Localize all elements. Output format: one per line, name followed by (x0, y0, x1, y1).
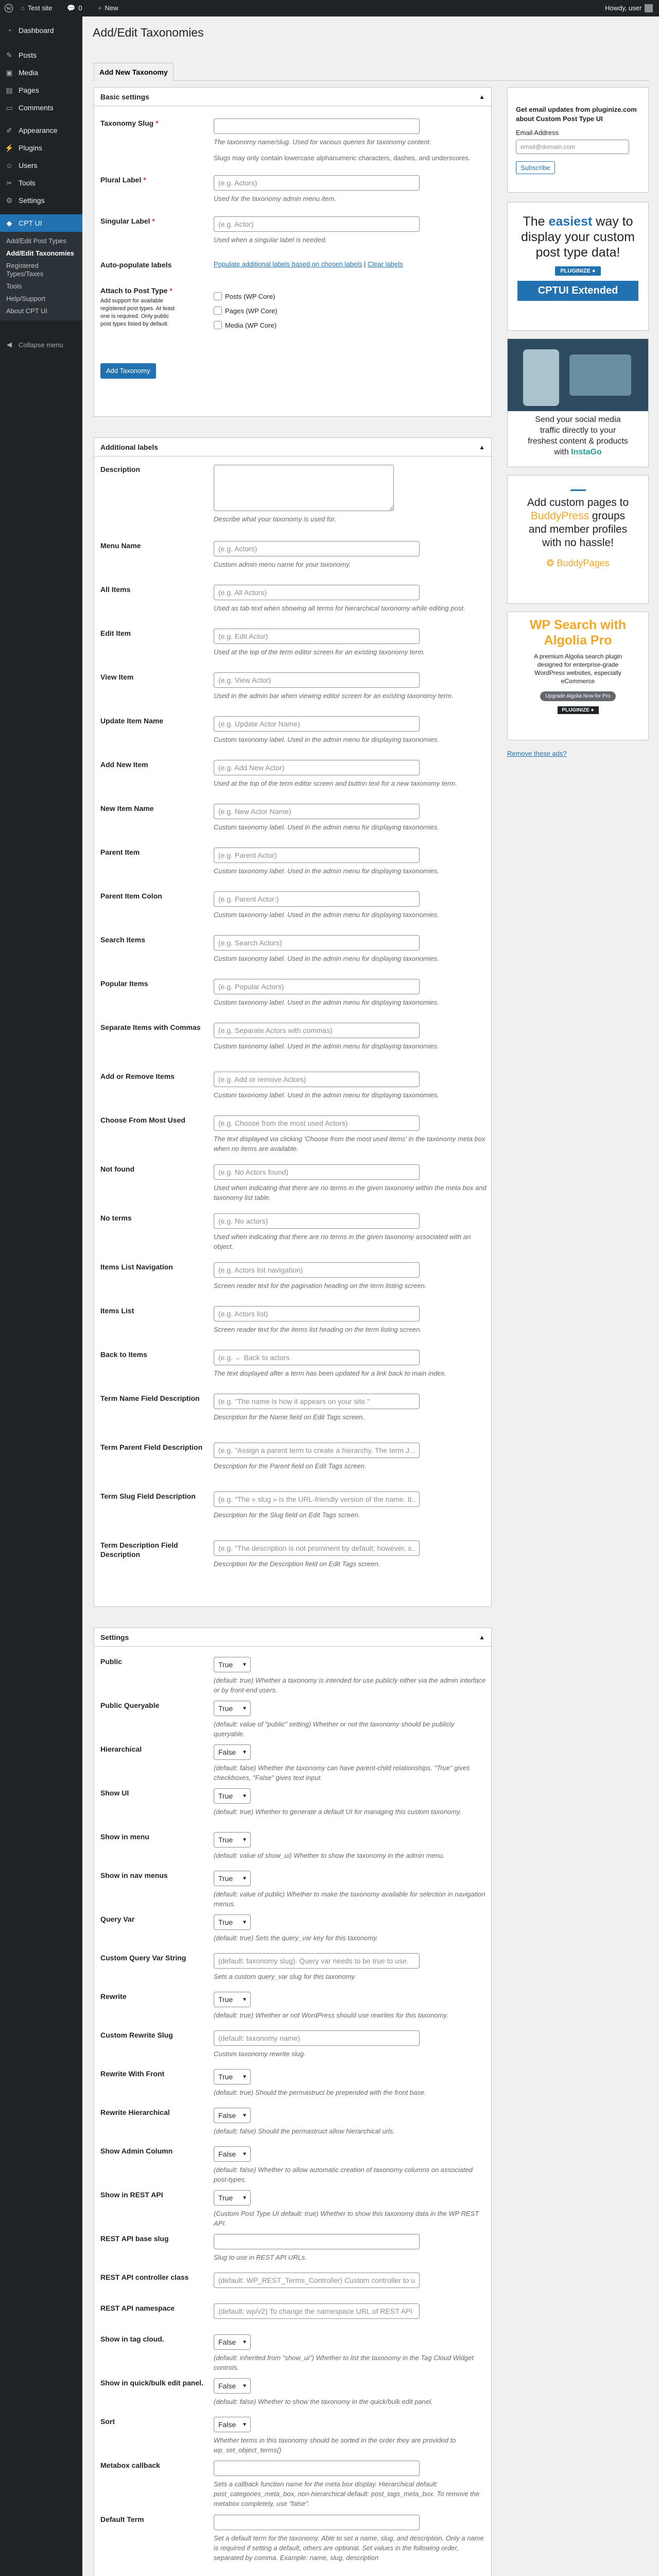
default-term-input[interactable] (214, 2515, 420, 2530)
separate-items-with-commas-input[interactable] (214, 1023, 420, 1038)
plus-icon: + (98, 4, 102, 12)
show-in-tag-cloud-select[interactable]: False ▼ (214, 2334, 251, 2350)
sort-select[interactable]: False ▼ (214, 2417, 251, 2432)
ad-instago[interactable]: Send your social media traffic directly to your freshest content & products with InstaGo (507, 338, 649, 467)
chevron-down-icon: ▼ (242, 2383, 247, 2389)
settings-icon: ⚙ (6, 196, 13, 205)
submenu-add-edit-post-types[interactable]: Add/Edit Post Types (6, 237, 66, 245)
avatar (645, 4, 653, 12)
comment-icon: 💬 (67, 4, 76, 12)
new-item-name-input[interactable] (214, 804, 420, 819)
public-select[interactable]: True ▼ (214, 1657, 251, 1672)
nav-tabs (93, 47, 649, 81)
parent-item-input[interactable] (214, 848, 420, 863)
email-signup-box: Get email updates from pluginize.com about Custom Post Type UI Email Address email@domain.com Subscribe (507, 87, 649, 193)
chevron-down-icon: ▼ (242, 1793, 247, 1799)
public-queryable-select[interactable]: True ▼ (214, 1701, 251, 1716)
popular-items-input[interactable] (214, 979, 420, 994)
chevron-down-icon: ▼ (242, 1749, 247, 1755)
attach-pages-checkbox[interactable]: Pages (WP Core) (214, 303, 487, 318)
items-list-input[interactable] (214, 1306, 420, 1321)
menu-name-input[interactable] (214, 541, 420, 556)
cpt-ui-submenu (0, 232, 82, 320)
submenu-tools[interactable]: Tools (6, 282, 22, 290)
chevron-down-icon: ▼ (242, 2195, 247, 2201)
svg-text:W: W (6, 6, 11, 12)
menu-item-dashboard[interactable]: ◔ Dashboard (0, 22, 82, 39)
buddypages-icon: ❂ (546, 558, 554, 568)
items-list-navigation-input[interactable] (214, 1262, 420, 1278)
hierarchical-select[interactable]: False ▼ (214, 1744, 251, 1760)
home-icon: ⌂ (21, 4, 25, 12)
chevron-down-icon: ▼ (242, 2151, 247, 2157)
additional-labels-panel: Additional labels ▲ Description Describe what your taxonomy is used for. Menu Name (e.g. Actors) Custom admin menu name for your taxonomy. All Items (e.g. All Actors) Used as tab text when showing all terms for hierarchical taxonomy while editing post. Edit Item (e.g. Edit Actor) Used at the top of the term editor screen for an existing taxonomy term. View Item (e.g. View Actor) Used in the admin bar when viewing editor screen for an existing taxonomy term. Update Item Name (e.g. Update Actor Name) Custom taxonomy label. Used in the admin menu for displaying taxonomies. Add New Item (e.g. Add New Actor) Used at the top of the term editor screen and button text for a new taxonomy term. New Item Name (e.g. New Actor Name) Custom taxonomy label. Used in the admin menu for displaying taxonomies. Parent Item (e.g. Parent Actor) Custom taxonomy label. Used in the admin menu for displaying taxonomies. Parent Item Colon (e.g. Parent Actor:) Custom taxonomy label. Used in the admin menu for displaying taxonomies. Search Items (e.g. Search Actors) Custom taxonomy label. Used in the admin menu for displaying taxonomies. Popular Items (e.g. Popular Actors) Custom taxonomy label. Used in the admin menu for displaying taxonomies. Separate Items with Commas (e.g. Separate Actors with commas) Custom taxonomy label. Used in the admin menu for displaying taxonomies. Add or Remove Items (e.g. Add or remove Actors) Custom taxonomy label. Used in the admin menu for displaying taxonomies. Choose From Most Used (e.g. Choose from the most used Actors) The text displayed via clicking 'Choose from the most used items' in the taxonomy meta box when no items are available. Not found (e.g. No Actors found) Used when indicating that there are no terms in the given taxonomy within the meta box and taxonomy list table. No terms (e.g. No actors) Used when indicating that there are no terms in the given taxonomy associated with an object. Items List Navigation (e.g. Actors list navigation) Screen reader text for the pagination heading on the term listing screen. Items List (e.g. Actors list) Screen reader text for the items list heading on the term listing screen. Back to Items (e.g. ← Back to actors The text displayed after a term has been updated for a link back to main index. Term Name Field Description (e.g. "The name is how it appears on your site." Description for the Name field on Edit Tags screen. Term Parent Field Description (e.g. "Assign a parent term to create a hierarchy. The term J... Description for the Parent field on Edit Tags screen. Term Slug Field Description (e.g. "The « slug » is the URL-friendly version of the name. It... Description for the Slug field on Edit Tags screen. Term Description Field Description (e.g. "The description is not prominent by default; however, s... Description for the Description field on Edit Tags screen. (94, 437, 492, 1607)
chevron-down-icon: ▼ (242, 1662, 247, 1668)
populate-labels-link[interactable]: Populate additional labels based on chosen labels (214, 260, 362, 268)
show-in-nav-menus-select[interactable]: True ▼ (214, 1871, 251, 1886)
chevron-down-icon: ▼ (242, 2421, 247, 2428)
collapse-menu-button[interactable]: ◀ Collapse menu (0, 336, 82, 353)
query-var-select[interactable]: True ▼ (214, 1914, 251, 1930)
attach-posts-checkbox[interactable]: Posts (WP Core) (214, 289, 487, 303)
back-to-items-input[interactable] (214, 1350, 420, 1365)
pin-icon: ✎ (6, 50, 12, 59)
chevron-down-icon: ▼ (242, 1919, 247, 1925)
menu-item-pages[interactable]: ▤ Pages (0, 81, 82, 99)
ad-buddypages[interactable]: Add custom pages to BuddyPress groups and member profiles with no hassle! ❂ BuddyPages (507, 475, 649, 604)
add-or-remove-items-input[interactable] (214, 1072, 420, 1087)
cpt-icon: ◆ (6, 218, 12, 227)
toggle-arrow-icon[interactable]: ▲ (479, 93, 485, 100)
remove-ads-link[interactable]: Remove these ads? (507, 750, 567, 757)
chevron-down-icon: ▼ (242, 2112, 247, 2119)
ad-algolia[interactable]: WP Search with Algolia Pro A premium Algolia search plugin designed for enterprise-grade WordPress websites, especially eCommerce Upgrade Algolia Now for Pro PLUGINIZE ● (507, 612, 649, 740)
edit-item-input[interactable] (214, 629, 420, 644)
parent-item-colon-input[interactable] (214, 891, 420, 907)
chevron-down-icon: ▼ (242, 1837, 247, 1843)
add-taxonomy-button-top[interactable]: Add Taxonomy (100, 363, 156, 379)
comments-link[interactable]: 💬 0 (67, 0, 82, 16)
chevron-down-icon: ▼ (242, 1996, 247, 2003)
show-admin-column-select[interactable]: False ▼ (214, 2146, 251, 2162)
menu-item-tools[interactable]: ✂ Tools (0, 174, 82, 192)
singular-label-input[interactable] (214, 216, 420, 232)
description-textarea[interactable] (214, 465, 394, 511)
show-ui-select[interactable]: True ▼ (214, 1788, 251, 1804)
rest-api-controller-class-input[interactable] (214, 2273, 420, 2288)
update-item-name-input[interactable] (214, 716, 420, 732)
not-found-input[interactable] (214, 1164, 420, 1180)
toggle-arrow-icon[interactable]: ▲ (479, 443, 485, 451)
menu-item-appearance[interactable]: ✐ Appearance (0, 122, 82, 139)
view-item-input[interactable] (214, 672, 420, 688)
page-icon: ▤ (6, 86, 13, 94)
my-account-link[interactable]: Howdy, user (605, 0, 653, 16)
admin-menu (0, 16, 82, 2576)
pluginize-badge: PLUGINIZE ● (558, 706, 599, 714)
admin-bar (0, 0, 659, 16)
no-terms-input[interactable] (214, 1213, 420, 1229)
site-name-link[interactable]: ⌂ Test site (21, 0, 53, 16)
taxonomy-slug-input[interactable] (214, 118, 420, 134)
custom-rewrite-slug-input[interactable] (214, 2030, 420, 2046)
ad-cptui-extended[interactable]: The easiest way to display your custom post type data! PLUGINIZE ● CPTUI Extended (507, 202, 649, 331)
submenu-add-edit-taxonomies[interactable]: Add/Edit Taxonomies (6, 249, 74, 257)
menu-item-plugins[interactable]: ⚡ Plugins (0, 139, 82, 157)
dashboard-icon: ◔ (7, 26, 12, 35)
page-title: Add/Edit Taxonomies (93, 26, 204, 39)
wp-logo-icon[interactable] (4, 0, 13, 16)
additional-labels-header[interactable]: Additional labels ▲ (94, 438, 491, 456)
term-slug-field-description-input[interactable] (214, 1492, 420, 1507)
wrench-icon: ✂ (6, 178, 12, 187)
show-in-rest-api-select[interactable]: True ▼ (214, 2190, 251, 2206)
toggle-arrow-icon[interactable]: ▲ (479, 1633, 485, 1641)
menu-item-settings[interactable]: ⚙ Settings (0, 192, 82, 209)
collapse-icon: ◀ (7, 341, 12, 348)
settings-header[interactable]: Settings ▲ (94, 1628, 491, 1647)
chevron-down-icon: ▼ (242, 2074, 247, 2080)
chevron-down-icon: ▼ (242, 2339, 247, 2345)
metabox-callback-input[interactable] (214, 2461, 420, 2476)
rewrite-select[interactable]: True ▼ (214, 1992, 251, 2007)
plug-icon: ⚡ (5, 143, 14, 152)
media-icon: ▣ (6, 68, 13, 77)
choose-from-most-used-input[interactable] (214, 1115, 420, 1131)
custom-query-var-string-input[interactable] (214, 1953, 420, 1969)
basic-settings-header[interactable]: Basic settings ▲ (94, 88, 491, 106)
submenu-help-support[interactable]: Help/Support (6, 295, 45, 302)
all-items-input[interactable] (214, 585, 420, 600)
buddypages-logo-icon (570, 483, 586, 491)
settings-panel: Settings ▲ Public True ▼ (default: true) Whether a taxonomy is intended for use publicly either via the admin interface or by front-end users. Public Queryable True ▼ (default: value of "public" setting) Whether or not the taxonomy should be publicly queryable. Hierarchical False ▼ (default: false) Whether the taxonomy can have parent-child relationships. "True" gives checkboxes, "False" gives text input. Show UI True ▼ (default: true) Whether to generate a default UI for managing this custom taxonomy. Show in menu True ▼ (default: value of show_ui) Whether to show the taxonomy in the admin menu. Show in nav menus True ▼ (default: value of public) Whether to make the taxonomy available for selection in navigation menus. Query Var True ▼ (default: true) Sets the query_var key for this taxonomy. Custom Query Var String (default: taxonomy slug). Query var needs to be true to use. Sets a custom query_var slug for this taxonomy. Rewrite True ▼ (default: true) Whether or not WordPress should use rewrites for this taxonomy. Custom Rewrite Slug (default: taxonomy name) Custom taxonomy rewrite slug. Rewrite With Front True ▼ (default: true) Should the permastruct be prepended with the front base. Rewrite Hierarchical False ▼ (default: false) Should the permastruct allow hierarchical urls. Show Admin Column False ▼ (default: false) Whether to allow automatic creation of taxonomy columns on associated post-types. Show in REST API True ▼ (Custom Post Type UI default: true) Whether to show this taxonomy data in the WP REST API. REST API base slug Slug to use in REST API URLs. REST API controller class (default: WP_REST_Terms_Controller) Custom controller to use... REST API namespace (default: wp/v2) To change the namespace URL of REST API ro... Show in tag cloud. False ▼ (default: inherited from "show_ui") Whether to list the taxonomy in the Tag Cloud Widget controls. Show in quick/bulk edit panel. False ▼ (default: false) Whether to show the taxonomy in the quick/bulk edit panel. Sort False ▼ Whether terms in this taxonomy should be sorted in the order they are provided to wp_set_object_terms() Metabox callback Sets a callback function name for the meta box display. Hierarchical default: post_categories_meta_box, non-hierarchical default: post_tags_meta_box. To remove the metabox completely, use "false". Default Term Set a default term for the taxonomy. Able to set a name, slug, and description. Only a name is required if setting a default, others are optional. Set values in the following order, separated by comma. Example: name, slug, description (94, 1628, 492, 2576)
show-in-menu-select[interactable]: True ▼ (214, 1832, 251, 1848)
search-items-input[interactable] (214, 935, 420, 951)
basic-settings-panel: Basic settings ▲ Taxonomy Slug * The taxonomy name/slug. Used for various queries for taxonomy content. Slugs may only contain lowercase alphanumeric characters, dashes, and underscores. Plural Label * (e.g. Actors) Used for the taxonomy admin menu item. Singular Label * (e.g. Actor) Used when a singular label is needed. Auto-populate labels Populate additional labels based on chosen labels | Clear labels Attach to Post Type * Add support for available registered post types. At least one is required. Only public post types listed by default. Posts (WP Core) Pages (WP Core) Media (WP Core) Add Taxonomy (94, 87, 492, 417)
show-in-quick-bulk-edit-panel-select[interactable]: False ▼ (214, 2378, 251, 2394)
term-description-field-description-input[interactable] (214, 1540, 420, 1556)
instago-photo (508, 339, 648, 411)
new-content-link[interactable]: + New (98, 0, 118, 16)
rest-api-base-slug-input[interactable] (214, 2234, 420, 2249)
submenu-about[interactable]: About CPT UI (6, 307, 47, 315)
add-new-item-input[interactable] (214, 760, 420, 775)
term-parent-field-description-input[interactable] (214, 1443, 420, 1458)
menu-item-cpt-ui[interactable]: ◆ CPT UI (0, 214, 82, 232)
rewrite-hierarchical-select[interactable]: False ▼ (214, 2108, 251, 2123)
term-name-field-description-input[interactable] (214, 1394, 420, 1409)
upgrade-algolia-button: Upgrade Algolia Now for Pro (540, 691, 615, 701)
rest-api-namespace-input[interactable] (214, 2303, 420, 2319)
comment-icon: ▭ (6, 103, 13, 112)
menu-item-comments[interactable]: ▭ Comments (0, 99, 82, 116)
chevron-down-icon: ▼ (242, 1875, 247, 1882)
pluginize-badge: PLUGINIZE ● (555, 266, 600, 276)
tab-add-new-taxonomy[interactable]: Add New Taxonomy (94, 63, 174, 81)
menu-item-posts[interactable]: ✎ Posts (0, 46, 82, 64)
plural-label-input[interactable] (214, 175, 420, 191)
brush-icon: ✐ (6, 126, 12, 134)
submenu-registered-types[interactable]: Registered Types/Taxes (6, 262, 44, 278)
clear-labels-link[interactable]: Clear labels (368, 260, 403, 268)
menu-item-media[interactable]: ▣ Media (0, 64, 82, 81)
chevron-down-icon: ▼ (242, 1705, 247, 1711)
email-input[interactable] (516, 140, 629, 154)
rewrite-with-front-select[interactable]: True ▼ (214, 2069, 251, 2084)
user-icon: ☺ (5, 161, 13, 170)
attach-media-checkbox[interactable]: Media (WP Core) (214, 318, 487, 332)
menu-item-users[interactable]: ☺ Users (0, 157, 82, 174)
subscribe-button[interactable]: Subscribe (516, 161, 555, 174)
